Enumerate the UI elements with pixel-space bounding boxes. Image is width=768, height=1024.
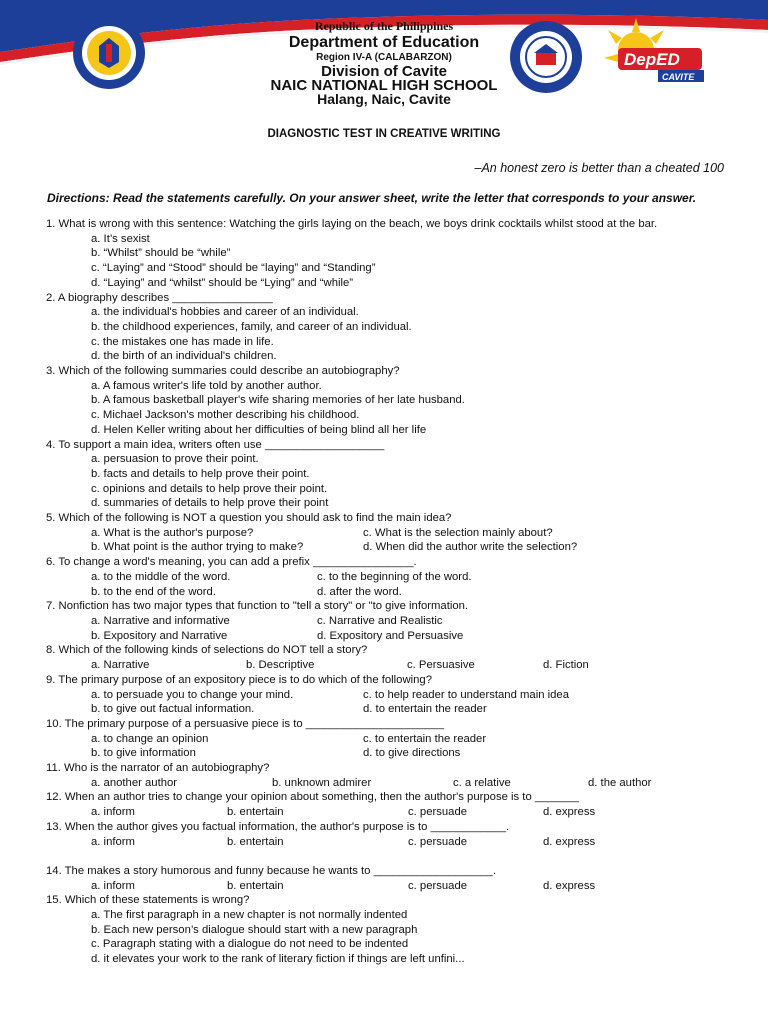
choice: b. unknown admirer	[272, 776, 372, 789]
question-12: 12. When an author tries to change your opinion about something, then the author's purpose is to _______	[46, 791, 579, 804]
choice-row	[91, 835, 726, 850]
question-1: 1. What is wrong with this sentence: Watching the girls laying on the beach, we boys drink cocktails whilst stood at the bar.	[46, 218, 658, 230]
choice: b. to give information	[91, 747, 196, 760]
choice-row	[91, 702, 726, 717]
choice: d. after the word.	[317, 585, 402, 598]
division-name: Division of Cavite	[321, 63, 447, 80]
republic-label: Republic of the Philippines	[314, 19, 454, 33]
choice: b. Expository and Narrative	[91, 629, 228, 642]
choice: a. the individual's hobbies and career of an individual.	[91, 306, 359, 319]
choice: b. entertain	[227, 835, 284, 848]
deped-logo-text: DepED	[624, 50, 680, 69]
choice: c. a relative	[453, 776, 511, 789]
choice: b. facts and details to help prove their point.	[91, 467, 310, 480]
choice: a. What is the author's purpose?	[91, 526, 254, 539]
choice: c. Michael Jackson's mother describing his childhood.	[91, 409, 360, 422]
motto-quote: –An honest zero is better than a cheated 100	[474, 161, 724, 175]
choice: a. to the middle of the word.	[91, 570, 231, 583]
region-name: Region IV-A (CALABARZON)	[316, 52, 452, 63]
question-list	[46, 217, 726, 967]
question-6: 6. To change a word's meaning, you can add a prefix ________________.	[46, 556, 417, 569]
choice: a. Narrative	[91, 659, 150, 672]
choice: b. A famous basketball player's wife sharing memories of her late husband.	[91, 394, 465, 407]
directions: Directions: Read the statements carefully. On your answer sheet, write the letter that corresponds to your answer.	[47, 191, 697, 205]
spacer	[46, 849, 726, 864]
choice: c. Paragraph stating with a dialogue do not need to be indented	[91, 938, 409, 951]
choice: a. to change an opinion	[91, 732, 209, 745]
question-10: 10. The primary purpose of a persuasive piece is to ______________________	[46, 717, 444, 730]
department-name: Department of Education	[288, 34, 480, 51]
choice-row	[91, 746, 726, 761]
question-7: 7. Nonfiction has two major types that function to "tell a story" or "to give information.	[46, 600, 469, 613]
choice: b. entertain	[227, 879, 284, 892]
choice: a. The first paragraph in a new chapter is not normally indented	[91, 909, 408, 922]
school-address: Halang, Naic, Cavite	[317, 91, 451, 107]
choice: d. the birth of an individual's children.	[91, 350, 277, 363]
choice: a. another author	[91, 776, 178, 789]
test-title: DIAGNOSTIC TEST IN CREATIVE WRITING	[267, 128, 501, 140]
choice: d. Expository and Persuasive	[317, 629, 464, 642]
choice: b. entertain	[227, 806, 284, 819]
choice: a. to persuade you to change your mind.	[91, 688, 294, 701]
choice: c. Persuasive	[407, 659, 475, 672]
choice: c. persuade	[408, 835, 468, 848]
question-14: 14. The makes a story humorous and funny because he wants to ___________________.	[46, 864, 497, 877]
choice-row	[91, 614, 726, 629]
choice-row	[91, 688, 726, 703]
question-3: 3. Which of the following summaries could describe an autobiography?	[46, 365, 400, 378]
choice: c. the mistakes one has made in life.	[91, 335, 274, 348]
choice: c. to entertain the reader	[363, 732, 487, 745]
question-9: 9. The primary purpose of an expository piece is to do which of the following?	[46, 673, 432, 686]
choice: a. inform	[91, 806, 135, 819]
choice: a. inform	[91, 835, 135, 848]
choice: b. the childhood experiences, family, and career of an individual.	[91, 320, 412, 333]
choice: c. “Laying” and “Stood” should be “laying” and “Standing”	[91, 262, 376, 275]
choice: d. the author	[588, 776, 652, 789]
choice: d. it elevates your work to the rank of literary fiction if things are left unfini...	[91, 953, 465, 966]
school-name: NAIC NATIONAL HIGH SCHOOL	[270, 77, 498, 94]
question-8: 8. Which of the following kinds of selections do NOT tell a story?	[46, 644, 368, 657]
choice-row	[91, 658, 726, 673]
choice: b. Each new person’s dialogue should start with a new paragraph	[91, 923, 418, 936]
deped-logo-sub: CAVITE	[662, 72, 695, 82]
choice: c. to help reader to understand main idea	[363, 688, 569, 701]
choice: d. “Laying” and “whilst” should be “Lying” and “while”	[91, 276, 354, 289]
choice-row	[91, 776, 726, 791]
choice: a. A famous writer's life told by another author.	[91, 379, 322, 392]
question-13: 13. When the author gives you factual information, the author's purpose is to ____________.	[46, 820, 510, 833]
choice-row	[91, 805, 726, 820]
choice: c. Narrative and Realistic	[317, 614, 443, 627]
choice-row	[91, 540, 726, 555]
choice: d. express	[543, 835, 596, 848]
choice: d. Helen Keller writing about her difficulties of being blind all her life	[91, 423, 427, 436]
choice: b. What point is the author trying to make?	[91, 541, 304, 554]
choice-row	[91, 629, 726, 644]
choice: a. Narrative and informative	[91, 614, 230, 627]
question-5: 5. Which of the following is NOT a question you should ask to find the main idea?	[46, 512, 452, 525]
choice: c. What is the selection mainly about?	[363, 526, 553, 539]
choice: b. “Whilst” should be “while”	[91, 247, 231, 260]
question-15: 15. Which of these statements is wrong?	[46, 894, 250, 907]
choice: b. Descriptive	[246, 659, 315, 672]
choice: d. to give directions	[363, 747, 461, 760]
choice: d. When did the author write the selection?	[363, 541, 578, 554]
choice: c. persuade	[408, 879, 468, 892]
choice: d. express	[543, 806, 596, 819]
choice: b. to the end of the word.	[91, 585, 216, 598]
choice: a. persuasion to prove their point.	[91, 453, 259, 466]
question-2: 2. A biography describes ________________	[46, 291, 273, 304]
choice-row	[91, 879, 726, 894]
choice-row	[91, 526, 726, 541]
choice: d. Fiction	[543, 659, 589, 672]
choice: a. It’s sexist	[91, 232, 150, 245]
choice: c. persuade	[408, 806, 468, 819]
question-11: 11. Who is the narrator of an autobiography?	[46, 762, 270, 775]
choice-row	[91, 732, 726, 747]
choice-row	[91, 570, 726, 585]
choice: c. to the beginning of the word.	[317, 570, 472, 583]
choice: c. opinions and details to help prove their point.	[91, 482, 328, 495]
choice: a. inform	[91, 879, 135, 892]
choice: d. express	[543, 879, 596, 892]
choice: d. to entertain the reader	[363, 703, 487, 716]
question-4: 4. To support a main idea, writers often use ___________________	[46, 438, 385, 451]
choice-row	[91, 585, 726, 600]
choice: d. summaries of details to help prove their point	[91, 497, 329, 510]
choice: b. to give out factual information.	[91, 703, 255, 716]
